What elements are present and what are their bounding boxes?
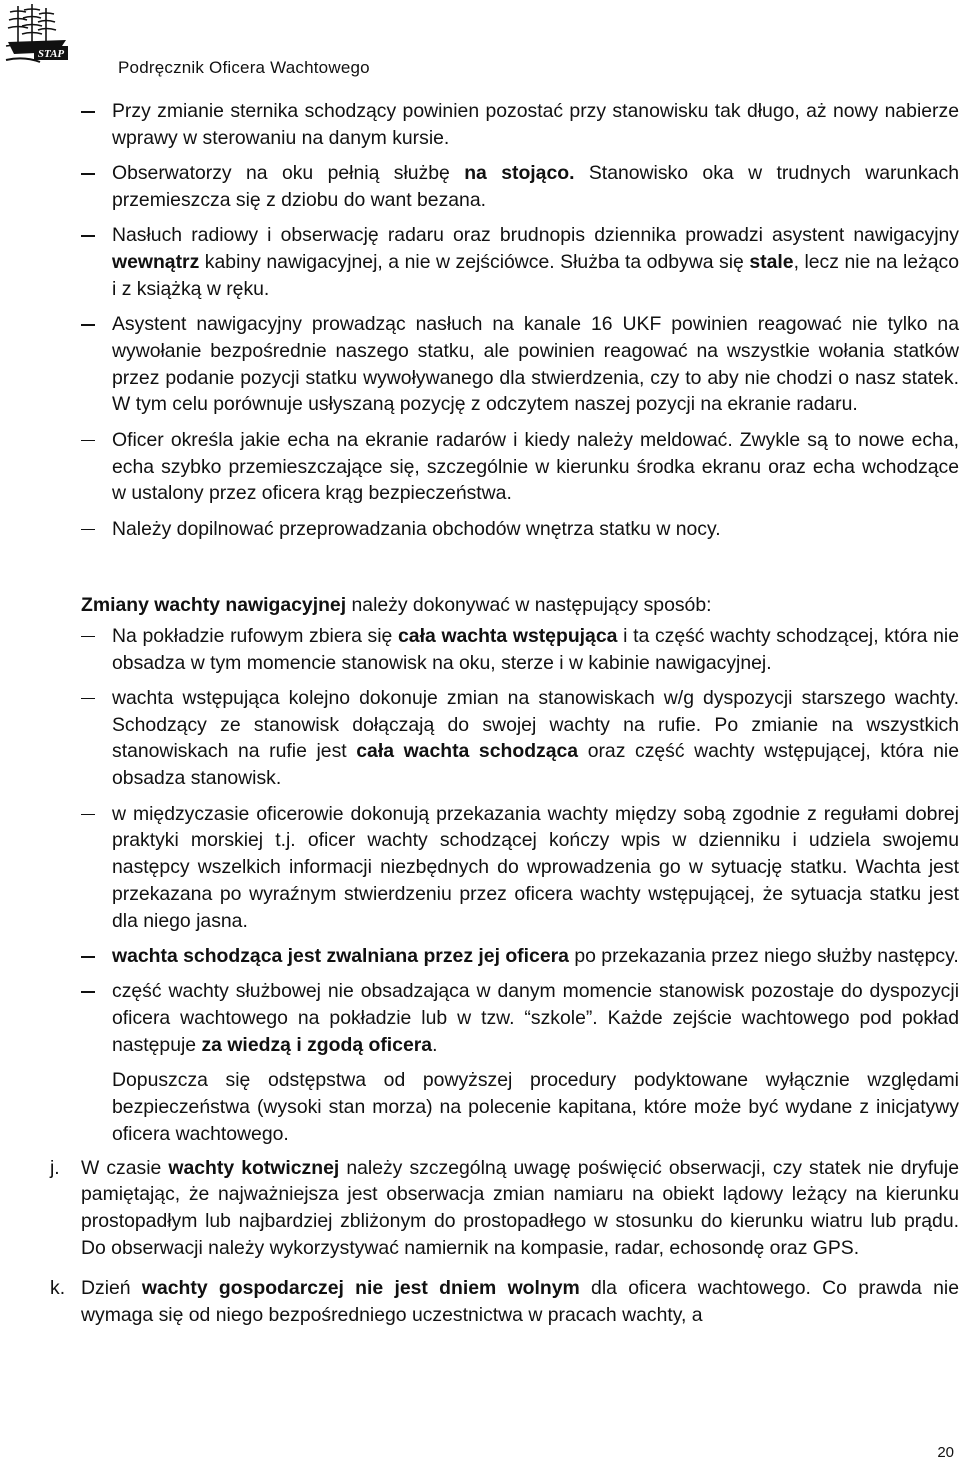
list-item <box>81 685 959 792</box>
text-run: Asystent nawigacyjny prowadząc nasłuch na kanale 16 UKF powinien reagować nie tylko na wywołanie bezpośrednie naszego statku, ale powinien reagować na wszystkie wołania statków przez podanie pozycji statku wywoływanego dla stwierdzenia, czy to aby nie chodzi o nasz statek. W tym celu porównuje usłyszaną pozycję z odczytem naszej pozycji na ekranie radaru. <box>112 313 959 416</box>
ship-logo-icon <box>4 2 76 66</box>
text-run: oraz część wachty wstępującej, która nie obsadza stanowisk. <box>112 740 960 790</box>
list-item <box>81 801 959 935</box>
text-run: Należy dopilnować przeprowadzania obchodów wnętrza statku w nocy. <box>112 517 721 540</box>
text-run: po przekazania przez niego służby następcy. <box>568 945 959 968</box>
text-run: , lecz nie na leżąco i z książką w ręku. <box>112 250 960 300</box>
text-run: W czasie <box>81 1156 169 1179</box>
document-header-title: Podręcznik Oficera Wachtowego <box>118 58 370 77</box>
bullet-list-bottom <box>81 623 959 1059</box>
list-item <box>81 311 959 418</box>
logo-text: STAP <box>37 48 65 60</box>
text-run: w międzyczasie oficerowie dokonują przekazania wachty między sobą zgodnie z regułami dobrej praktyki morskiej t.j. oficer wachty schodzącej kończy wpis w dzienniku i udziela swojemu następcy wszelkich informacji niezbędnych do wprowadzenia go w sytuację statku. Wachta jest przekazana po wyraźnym stwierdzeniu przez oficera wachty wstępującej, że sytuacja statku jest dla niego jasna. <box>112 802 959 932</box>
section-heading-rest: należy dokonywać w następujący sposób: <box>346 593 712 616</box>
page-content <box>50 98 960 1341</box>
text-run: kabiny nawigacyjnej, a nie w zejściówce. Służba ta odbywa się <box>199 250 750 273</box>
text-run: należy szczególną uwagę poświęcić obserwacji, czy statek nie dryfuje pamiętając, że najważniejsza jest obserwacja zmian namiaru na obiekt lądowy leżący na kierunku prostopadłym lub najbardziej zbliżonym do prostopadłego w stosunku do kierunku wiatru lub prądu. Do obserwacji należy wykorzystywać namiernik na kompasie, radar, echosondę oraz GPS. <box>81 1156 959 1259</box>
bold-text: cała wachta schodząca <box>356 740 579 763</box>
text-run: Przy zmianie sternika schodzący powinien pozostać przy stanowisku tak długo, aż nowy nabierze wprawy w sterowaniu na danym kursie. <box>112 100 959 149</box>
list-item <box>81 427 959 507</box>
page-number: 20 <box>937 1444 954 1461</box>
bold-text: wachty kotwicznej <box>168 1156 340 1179</box>
text-run: Dzień <box>81 1276 142 1299</box>
text-run: Stanowisko oka w trudnych warunkach przemieszcza się z dziobu do want bezana. <box>112 162 959 211</box>
bold-text: na stojąco. <box>464 162 575 185</box>
list-item <box>81 222 959 302</box>
procedure-note: Dopuszcza się odstępstwa od powyższej procedury podyktowane wyłącznie względami bezpieczeństwa (wysoki stan morza) na polecenie kapitana, które może być wydane z inicjatywy oficera wachtowego. <box>112 1069 959 1145</box>
text-run: . <box>432 1033 438 1056</box>
text-run: i ta część wachty schodzącej, która nie obsadza w tym momencie stanowisk na oku, sterze i w kabinie nawigacyjnej. <box>112 624 959 674</box>
list-item <box>81 98 959 152</box>
text-run: Obserwatorzy na oku pełnią służbę <box>112 162 465 185</box>
text-run: wachta wstępująca kolejno dokonuje zmian na stanowiskach w/g dyspozycji starszego wachty. Schodzący ze stanowisk dołączają do swojej wachty na rufie. Po zmianie na wszystkich stanowiskach na rufie jest <box>112 686 959 763</box>
text-run: Na pokładzie rufowym zbiera się <box>112 624 399 647</box>
bold-text: wewnątrz <box>112 250 200 273</box>
list-marker: j. <box>50 1156 60 1179</box>
text-run: dla oficera wachtowego. Co prawda nie wymaga się od niego bezpośredniego uczestnictwa w pracach wachty, a <box>81 1276 960 1326</box>
list-item <box>81 160 959 214</box>
lettered-list-item <box>50 1155 959 1262</box>
list-item <box>81 943 959 970</box>
list-marker: k. <box>50 1276 66 1299</box>
section-heading-bold: Zmiany wachty nawigacyjnej <box>81 593 347 616</box>
list-item <box>81 516 959 543</box>
bold-text: cała wachta wstępująca <box>398 624 618 647</box>
bold-text: wachta schodząca jest zwalniana przez jej oficera <box>112 945 569 968</box>
bold-text: stale <box>749 250 794 273</box>
list-item <box>81 623 959 677</box>
text-run: Nasłuch radiowy i obserwację radaru oraz brudnopis dziennika prowadzi asystent nawigacyjny <box>112 224 959 247</box>
lettered-list-item <box>50 1275 960 1329</box>
text-run: Oficer określa jakie echa na ekranie radarów i kiedy należy meldować. Zwykle są to nowe echa, echa szybko przemieszczające się, szczególnie w kierunku środka ekranu oraz echa wchodzące w ustalony przez oficera krąg bezpieczeństwa. <box>112 428 959 505</box>
section-heading <box>81 592 959 619</box>
text-run: część wachty służbowej nie obsadzająca w danym momencie stanowisk pozostaje do dyspozycji oficera wachtowego na pokładzie lub w tzw. “szkole”. Każde zejście wachtowego pod pokład następuje <box>112 980 959 1056</box>
bullet-list-top <box>81 98 959 542</box>
bold-text: za wiedzą i zgodą oficera <box>201 1033 433 1056</box>
bold-text: wachty gospodarczej nie jest dniem wolnym <box>141 1276 580 1299</box>
list-item <box>81 978 959 1058</box>
lettered-list <box>50 1155 960 1329</box>
